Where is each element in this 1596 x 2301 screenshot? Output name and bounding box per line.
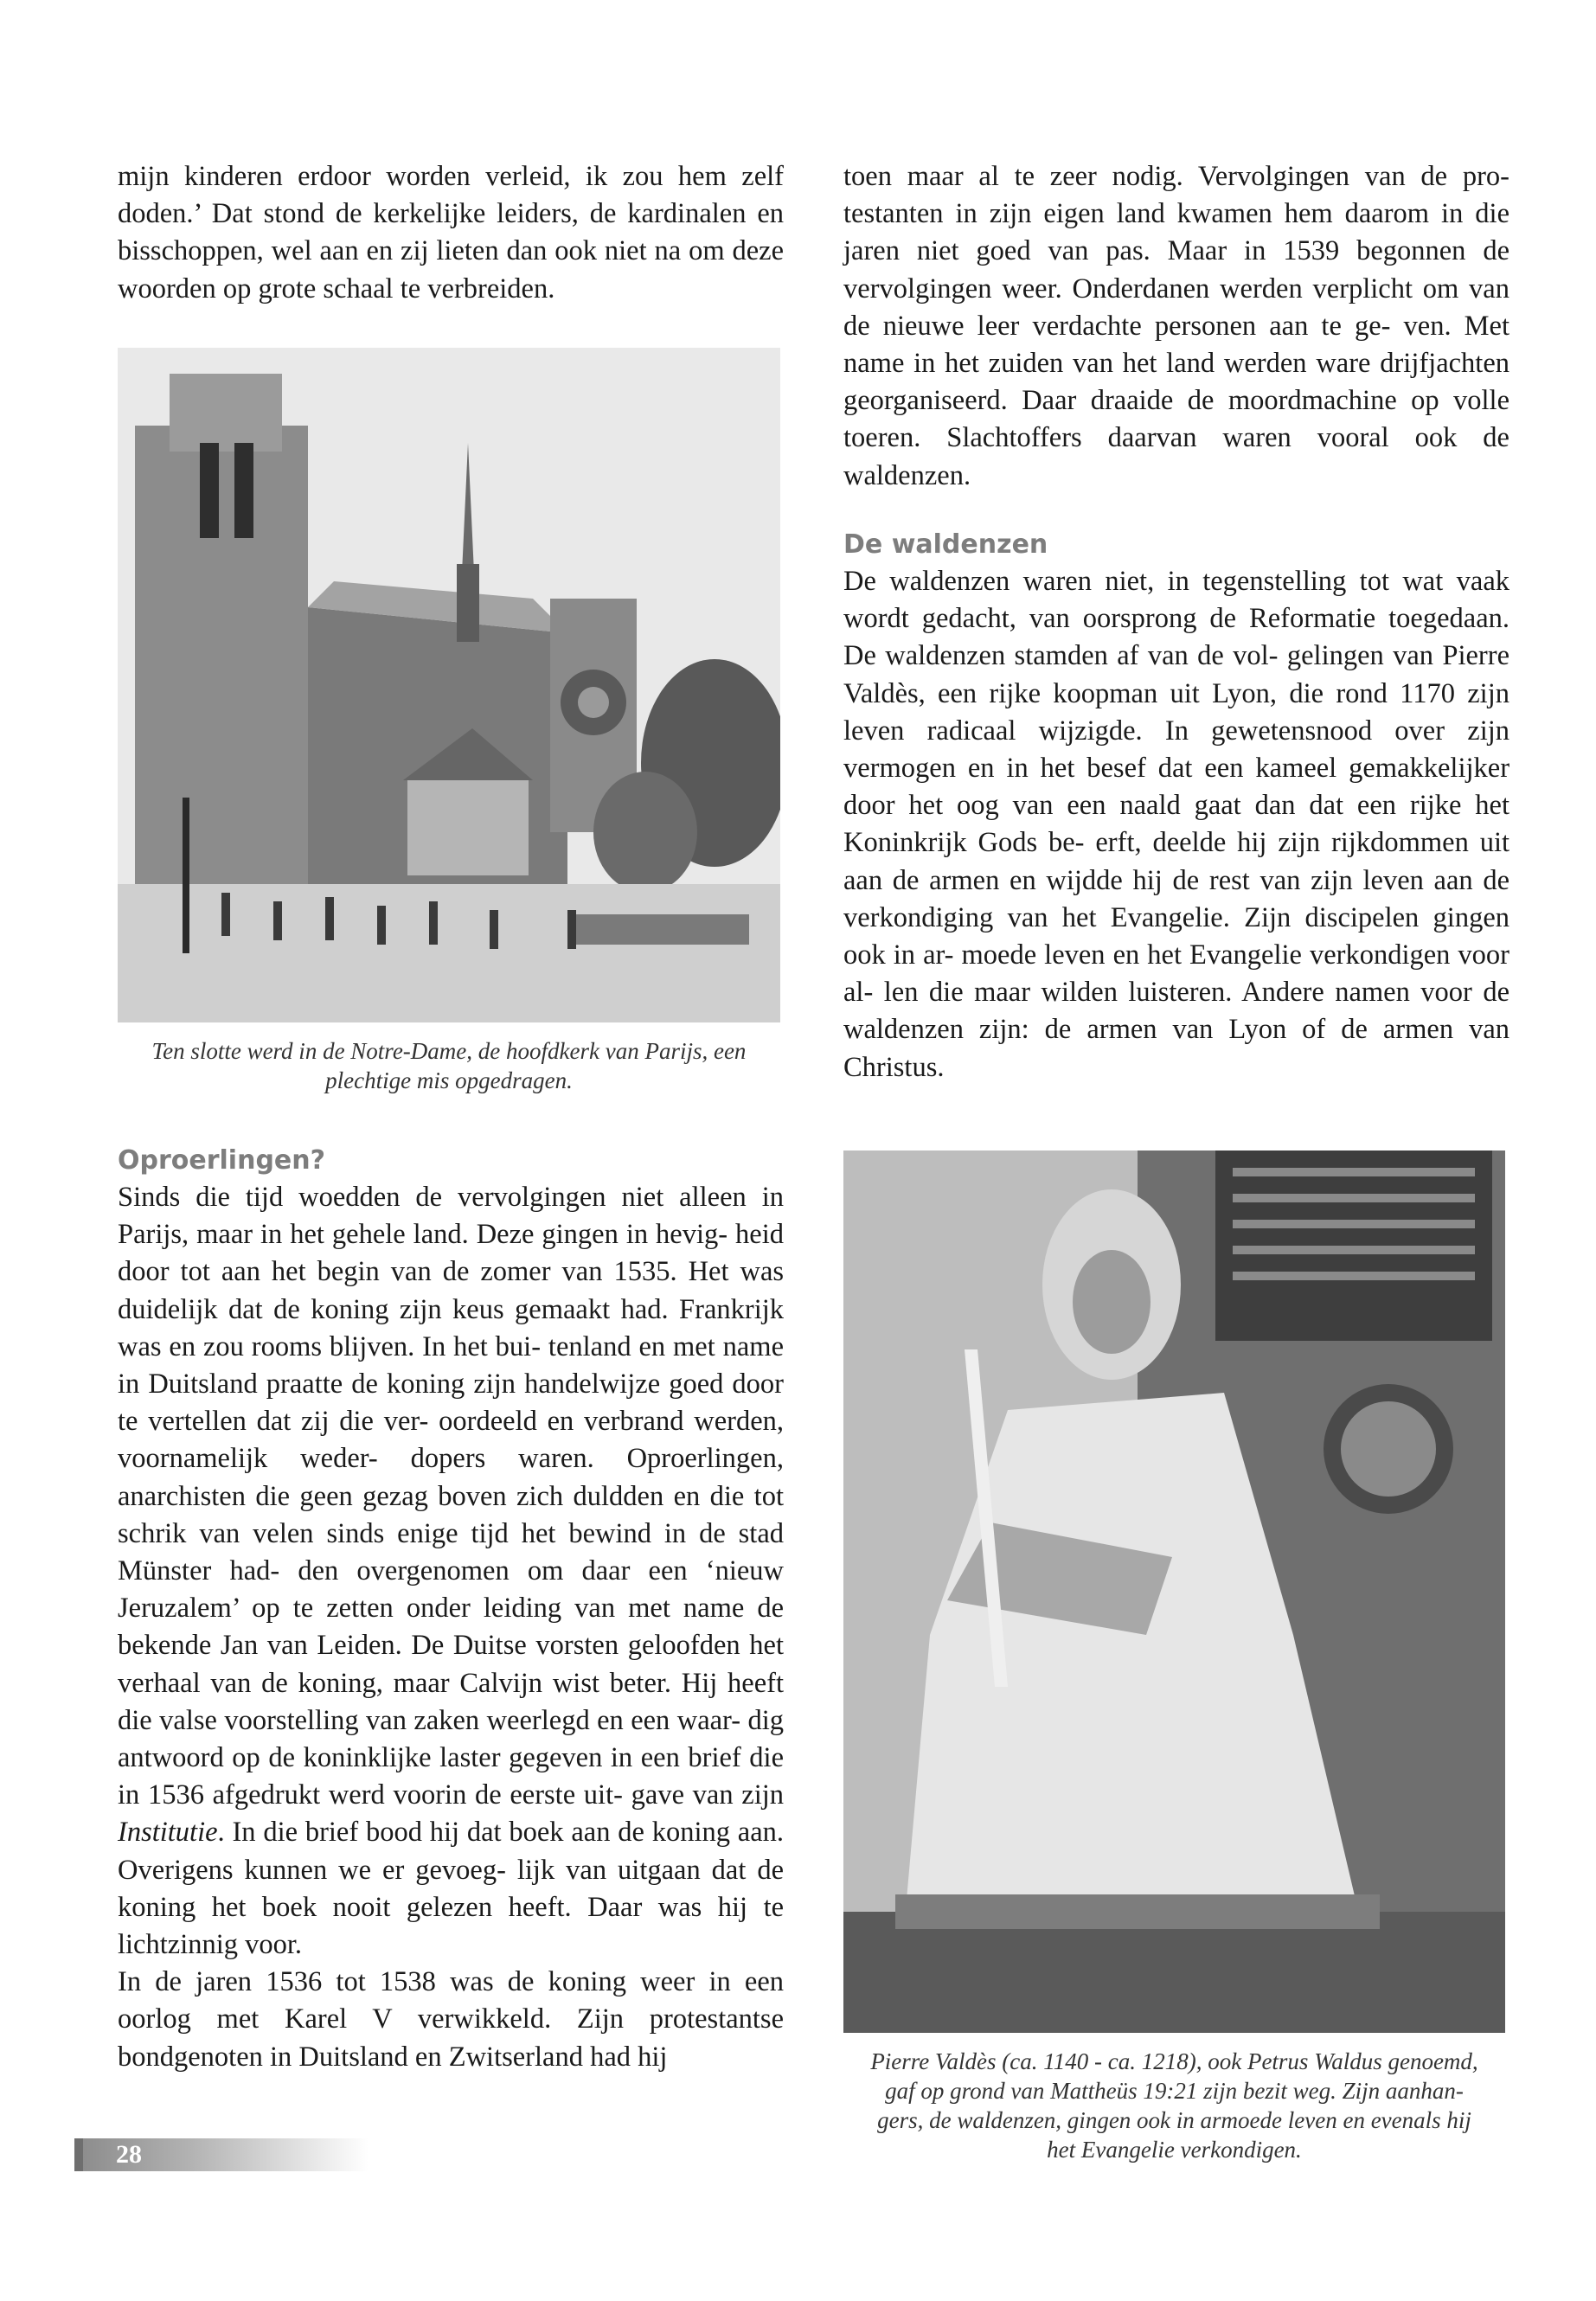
right-column-intro bbox=[843, 158, 1509, 495]
text-line: lijk van uitgaan dat de koning het boek nooit gelezen bbox=[118, 1854, 785, 1923]
text-line: De waldenzen waren niet, in tegenstelling tot wat bbox=[843, 566, 1444, 597]
paragraph-karel-v bbox=[118, 1964, 784, 2076]
text-line: en bisschoppen, wel aan en zij lieten dan ook niet na bbox=[118, 198, 785, 267]
text-line: moede leven en het Evangelie verkondigen voor al- bbox=[843, 939, 1510, 1009]
text-line: waren vooral ook de waldenzen. bbox=[843, 422, 1509, 491]
text-line: aan de koning aan. Overigens kunnen we er gevoeg- bbox=[118, 1817, 785, 1886]
section-heading-waldenzen: De waldenzen bbox=[843, 529, 1048, 560]
text-line: oordeeld en verbrand werden, voornamelijk weder- bbox=[118, 1406, 784, 1475]
valdes-statue-photo bbox=[843, 1150, 1505, 2033]
text-line: tenland en met name in Duitsland praatte de koning bbox=[118, 1330, 784, 1400]
section-heading-oproerlingen: Oproerlingen? bbox=[118, 1145, 326, 1176]
paragraph-waldenzen bbox=[843, 563, 1509, 1086]
text-line: van Leiden. De Duitse vorsten geloofden het verhaal bbox=[118, 1630, 784, 1699]
paragraph-oproerlingen bbox=[118, 1179, 784, 1964]
notre-dame-photo bbox=[118, 348, 780, 1022]
text-line: vaak wordt gedacht, van oorsprong de Reformatie bbox=[843, 566, 1510, 635]
text-line: dat een kameel gemakkelijker door het oog van een bbox=[843, 753, 1510, 822]
notre-dame-caption: Ten slotte werd in de Notre-Dame, de hoofdkerk van Parijs, een plechtige mis opgedragen. bbox=[151, 1038, 747, 1093]
text-line: had. Frankrijk was en zou rooms blijven. In het bui- bbox=[118, 1293, 785, 1362]
text-line: om deze woorden op grote schaal te verbreiden. bbox=[118, 235, 784, 304]
text-line: van de koning, maar Calvijn wist beter. Hij heeft die bbox=[118, 1667, 785, 1736]
text-line: om van de nieuwe leer verdachte personen aan te ge- bbox=[843, 272, 1509, 342]
text-line: zijn handelwijze goed door te vertellen dat zij die ver- bbox=[118, 1368, 784, 1438]
text-line: dopers waren. Oproerlingen, anarchisten die geen bbox=[118, 1443, 784, 1512]
text-line: Parijs, maar in het gehele land. Deze gingen in hevig- bbox=[118, 1219, 728, 1251]
text-line: naald gaat dan dat een rijke het Koninkrijk Gods be- bbox=[843, 790, 1509, 859]
text-line: brief die in 1536 afgedrukt werd voorin de eerste uit- bbox=[118, 1742, 784, 1811]
text-fragment: gave van zijn bbox=[631, 1779, 785, 1811]
left-column-oproerlingen bbox=[118, 1142, 784, 2076]
text-line: dig antwoord op de koninklijke laster gegeven in een bbox=[118, 1704, 785, 1774]
text-line: de waldenzen zijn: de armen van Lyon of de armen bbox=[843, 977, 1510, 1046]
paragraph-vervolgingen bbox=[843, 158, 1509, 495]
text-line: de vervolgingen weer. Onderdanen werden verplicht bbox=[843, 235, 1509, 304]
text-line: toegedaan. De waldenzen stamden af van de vol- bbox=[843, 603, 1510, 672]
text-line: len die maar wilden luisteren. Andere namen voor bbox=[883, 977, 1472, 1009]
caption-line: gers, de waldenzen, gingen ook in armoede leven en evenals hij bbox=[877, 2107, 1471, 2133]
caption-line: het Evangelie verkondigen. bbox=[1047, 2137, 1302, 2163]
text-line: van Christus. bbox=[843, 1014, 1510, 1083]
text-line: gewetensnood over zijn vermogen en in het besef bbox=[843, 715, 1509, 785]
left-column-intro bbox=[118, 158, 784, 308]
text-line: te zetten onder leiding van met name de bekende Jan bbox=[118, 1593, 785, 1662]
text-line: mijn kinderen erdoor worden verleid, ik zou hem zelf bbox=[118, 161, 784, 192]
text-line: moordmachine op volle toeren. Slachtoffers daarvan bbox=[843, 385, 1510, 454]
text-line: den overgenomen om daar een ‘nieuw Jeruzalem’ op bbox=[118, 1555, 785, 1625]
text-line: heid door tot aan het begin van de zomer van 1535. bbox=[118, 1219, 785, 1288]
text-line: Het was duidelijk dat de koning zijn keus gemaakt bbox=[118, 1256, 785, 1325]
notre-dame-illustration bbox=[118, 348, 780, 1022]
text-fragment: . In die brief bood hij dat boek bbox=[217, 1817, 564, 1849]
text-line: sinds enige tijd het bewind in de stad Münster had- bbox=[118, 1517, 785, 1587]
valdes-caption bbox=[843, 2047, 1505, 2164]
text-line: die jaren niet goed van pas. Maar in 1539 begonnen bbox=[843, 198, 1510, 267]
text-line: heeft. Daar was hij te lichtzinnig voor. bbox=[118, 1891, 785, 1961]
text-line: Sinds die tijd woedden de vervolgingen niet alleen in bbox=[118, 1182, 784, 1213]
text-line: gelingen van Pierre Valdès, een rijke koopman uit bbox=[843, 640, 1510, 709]
text-line: toen maar al te zeer nodig. Vervolgingen van de pro- bbox=[843, 161, 1509, 192]
text-line: doden.’ Dat stond de kerkelijke leiders, de kardinalen bbox=[118, 198, 747, 230]
text-line: van het Evangelie. Zijn discipelen gingen ook in ar- bbox=[843, 901, 1510, 971]
text-line: erft, deelde hij zijn rijkdommen uit aan de armen en bbox=[843, 827, 1509, 896]
caption-line: gaf op grond van Mattheüs 19:21 zijn bezit weg. Zijn aanhan- bbox=[885, 2078, 1464, 2104]
text-line: testanten in zijn eigen land kwamen hem daarom in bbox=[843, 198, 1464, 230]
text-line: oorlog met Karel V verwikkeld. Zijn protestantse bbox=[118, 2003, 784, 2035]
page-number: 28 bbox=[116, 2140, 142, 2169]
book-title-institutie: Institutie bbox=[118, 1817, 218, 1849]
text-line: ware drijfjachten georganiseerd. Daar draaide de bbox=[843, 348, 1510, 417]
caption-line: Pierre Valdès (ca. 1140 - ca. 1218), ook Petrus Waldus genoemd, bbox=[870, 2048, 1478, 2074]
page-number-tab-edge bbox=[74, 2138, 83, 2171]
valdes-statue-illustration bbox=[843, 1150, 1505, 2033]
text-line: ven. Met name in het zuiden van het land werden bbox=[843, 310, 1510, 380]
text-line: bondgenoten in Duitsland en Zwitserland had hij bbox=[118, 2041, 668, 2073]
text-line: valse voorstelling van zaken weerlegd en een waar- bbox=[159, 1704, 741, 1736]
paragraph-intro bbox=[118, 158, 784, 308]
right-column-waldenzen bbox=[843, 526, 1509, 1086]
text-line: Lyon, die rond 1170 zijn leven radicaal wijzigde. In bbox=[843, 677, 1509, 747]
text-line: wijdde hij de rest van zijn leven aan de verkondiging bbox=[843, 864, 1510, 933]
text-line: gezag boven zich duldden en die tot schrik van velen bbox=[118, 1480, 784, 1549]
text-line: In de jaren 1536 tot 1538 was de koning weer in een bbox=[118, 1966, 784, 1998]
